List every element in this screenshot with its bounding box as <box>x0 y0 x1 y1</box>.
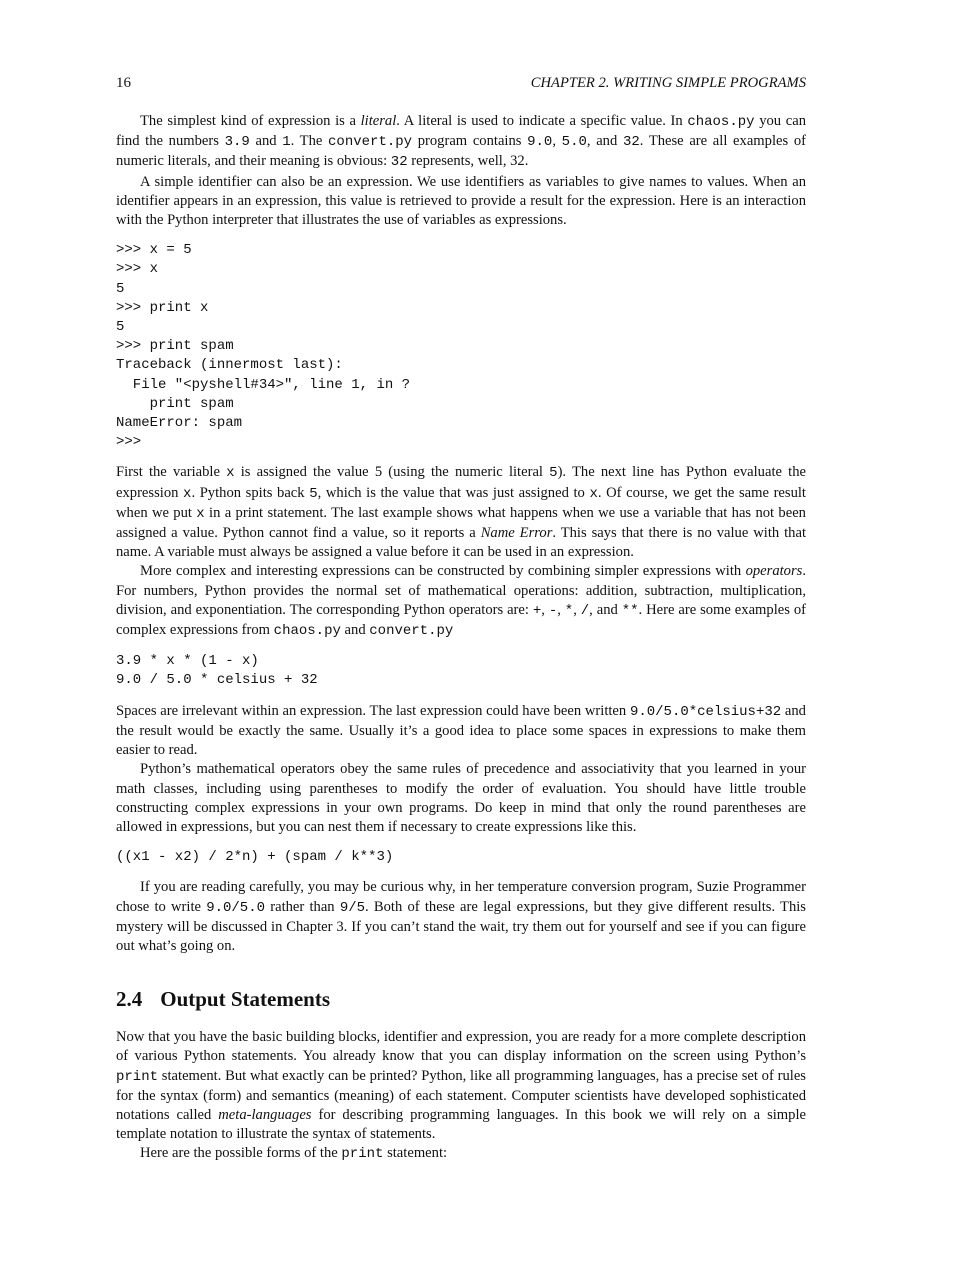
paragraph-identifiers: A simple identifier can also be an expression. We use identifiers as variables to give names to values. When an identifier appears in an expression, this value is retrieved to provide a result for the expression. Here is an interaction with the Python interpreter that illustrates the use of variables as expressions. <box>116 173 806 229</box>
paragraph-literals: The simplest kind of expression is a literal. A literal is used to indicate a specific value. In chaos.py you can find the numbers 3.9 and 1. The convert.py program contains 9.0, 5.0, and 32. These are all examples of numeric literals, and their meaning is obvious: 32 represents, well, 32. <box>116 113 806 171</box>
code-block-expressions: 3.9 * x * (1 - x) 9.0 / 5.0 * celsius + 32 <box>116 653 318 689</box>
running-header <box>116 74 806 94</box>
page-number: 16 <box>116 75 131 91</box>
section-title: Output Statements <box>160 987 331 1012</box>
section-number: 2.4 <box>116 987 143 1012</box>
document-page <box>116 74 806 1165</box>
paragraph-variable-explanation: First the variable x is assigned the value 5 (using the numeric literal 5). The next line has Python evaluate the expression x. Python spits back 5, which is the value that was just assigned to x. Of course, we get the same result when we put x in a print statement. The last example shows what happens when we use a variable that has not been assigned a value. Python cannot find a value, so it reports a Name Error. This says that there is no value with that name. A variable must always be assigned a value before it can be used in an expression. <box>116 464 807 561</box>
code-block-interpreter: >>> x = 5 >>> x 5 >>> print x 5 >>> print spam Traceback (innermost last): File "<pyshell#34>", line 1, in ? print spam NameError: spam >>> <box>116 242 411 451</box>
paragraph-suzie: If you are reading carefully, you may be curious why, in her temperature conversion program, Suzie Programmer chose to write 9.0/5.0 rather than 9/5. Both of these are legal expressions, but they give different results. This mystery will be discussed in Chapter 3. If you can’t stand the wait, try them out for yourself and see if you can figure out what’s going on. <box>116 879 806 954</box>
paragraph-operators: More complex and interesting expressions can be constructed by combining simpler expressions with operators. For numbers, Python provides the normal set of mathematical operations: addition, subtraction, multiplication, division, and exponentiation. The corresponding Python operators are: +, -, *, /, and **. Here are some examples of complex expressions from chaos.py and convert.py <box>116 563 806 640</box>
code-block-nested-expression: ((x1 - x2) / 2*n) + (spam / k**3) <box>116 849 394 866</box>
chapter-title: CHAPTER 2. WRITING SIMPLE PROGRAMS <box>530 75 806 91</box>
paragraph-print-forms: Here are the possible forms of the print statement: <box>140 1145 448 1163</box>
paragraph-precedence: Python’s mathematical operators obey the same rules of precedence and associativity that you learned in your math classes, including using parentheses to modify the order of evaluation. You should have little trouble constructing complex expressions in your own programs. Do keep in mind that only the round parentheses are allowed in expressions, but you can nest them if necessary to create expressions like this. <box>116 761 806 835</box>
paragraph-output-statements: Now that you have the basic building blocks, identifier and expression, you are ready for a more complete description of various Python statements. You already know that you can display information on the screen using Python’s print statement. But what exactly can be printed? Python, like all programming languages, has a precise set of rules for the syntax (form) and semantics (meaning) of each statement. Computer scientists have developed sophisticated notations called meta-languages for describing programming languages. In this book we will rely on a simple template notation to illustrate the syntax of statements. <box>116 1029 806 1143</box>
paragraph-spaces: Spaces are irrelevant within an expression. The last expression could have been written 9.0/5.0*celsius+32 and the result would be exactly the same. Usually it’s a good idea to place some spaces in expressions to make them easier to read. <box>116 702 806 759</box>
section-heading <box>116 986 806 1012</box>
